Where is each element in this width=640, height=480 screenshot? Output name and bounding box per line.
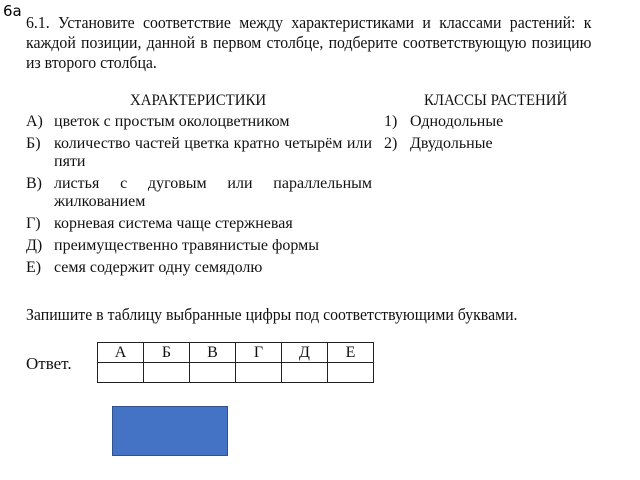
characteristics-header: ХАРАКТЕРИСТИКИ [130, 92, 267, 109]
characteristic-letter: Г) [26, 215, 41, 232]
answer-cell-a[interactable] [98, 363, 144, 383]
answer-header-cell: Б [144, 343, 190, 363]
class-number: 1) [384, 113, 398, 130]
answer-reveal-button[interactable] [112, 406, 228, 456]
characteristic-letter: А) [26, 113, 43, 130]
answer-label: Ответ. [26, 354, 72, 373]
task-statement: 6.1. Установите соответствие между характеристиками и классами растений: к каждой позиции, данной в первом столбце, подберите соответствующую позицию из второго столбца. [26, 13, 592, 72]
answer-header-cell: В [190, 343, 236, 363]
characteristic-letter: Е) [26, 259, 42, 276]
answer-table [97, 342, 374, 383]
classes-header: КЛАССЫ РАСТЕНИЙ [424, 92, 568, 109]
characteristics-list [26, 113, 372, 281]
class-item-2 [384, 135, 503, 153]
answer-cell-b[interactable] [144, 363, 190, 383]
class-number: 2) [384, 135, 398, 152]
class-text: Двудольные [410, 135, 493, 152]
characteristic-b [26, 135, 372, 171]
answer-header-cell: Д [282, 343, 328, 363]
characteristic-text: количество частей цветка кратно четырём или пяти [54, 135, 372, 170]
answer-input-row [98, 363, 374, 383]
characteristic-text: семя содержит одну семядолю [54, 259, 263, 276]
characteristic-text: листья с дуговым или параллельным жилкованием [54, 175, 372, 210]
characteristic-text: корневая система чаще стержневая [54, 215, 293, 232]
characteristic-e [26, 259, 372, 277]
characteristic-text: преимущественно травянистые формы [54, 237, 320, 254]
answer-header-cell: А [98, 343, 144, 363]
characteristic-v [26, 175, 372, 211]
characteristic-text: цветок с простым околоцветником [54, 113, 290, 130]
answer-cell-e[interactable] [328, 363, 374, 383]
characteristic-d [26, 237, 372, 255]
class-text: Однодольные [410, 113, 504, 130]
characteristic-letter: Б) [26, 135, 41, 152]
characteristic-g [26, 215, 372, 233]
answer-header-cell: Г [236, 343, 282, 363]
characteristic-letter: Д) [26, 237, 43, 254]
answer-header-cell: Е [328, 343, 374, 363]
answer-cell-v[interactable] [190, 363, 236, 383]
answer-cell-g[interactable] [236, 363, 282, 383]
classes-list [384, 113, 503, 157]
answer-cell-d[interactable] [282, 363, 328, 383]
characteristic-letter: В) [26, 175, 42, 192]
answer-header-row [98, 343, 374, 363]
class-item-1 [384, 113, 503, 131]
slide-label: 6а [3, 2, 22, 20]
characteristic-a [26, 113, 372, 131]
instruction-text: Запишите в таблицу выбранные цифры под соответствующими буквами. [26, 305, 518, 324]
